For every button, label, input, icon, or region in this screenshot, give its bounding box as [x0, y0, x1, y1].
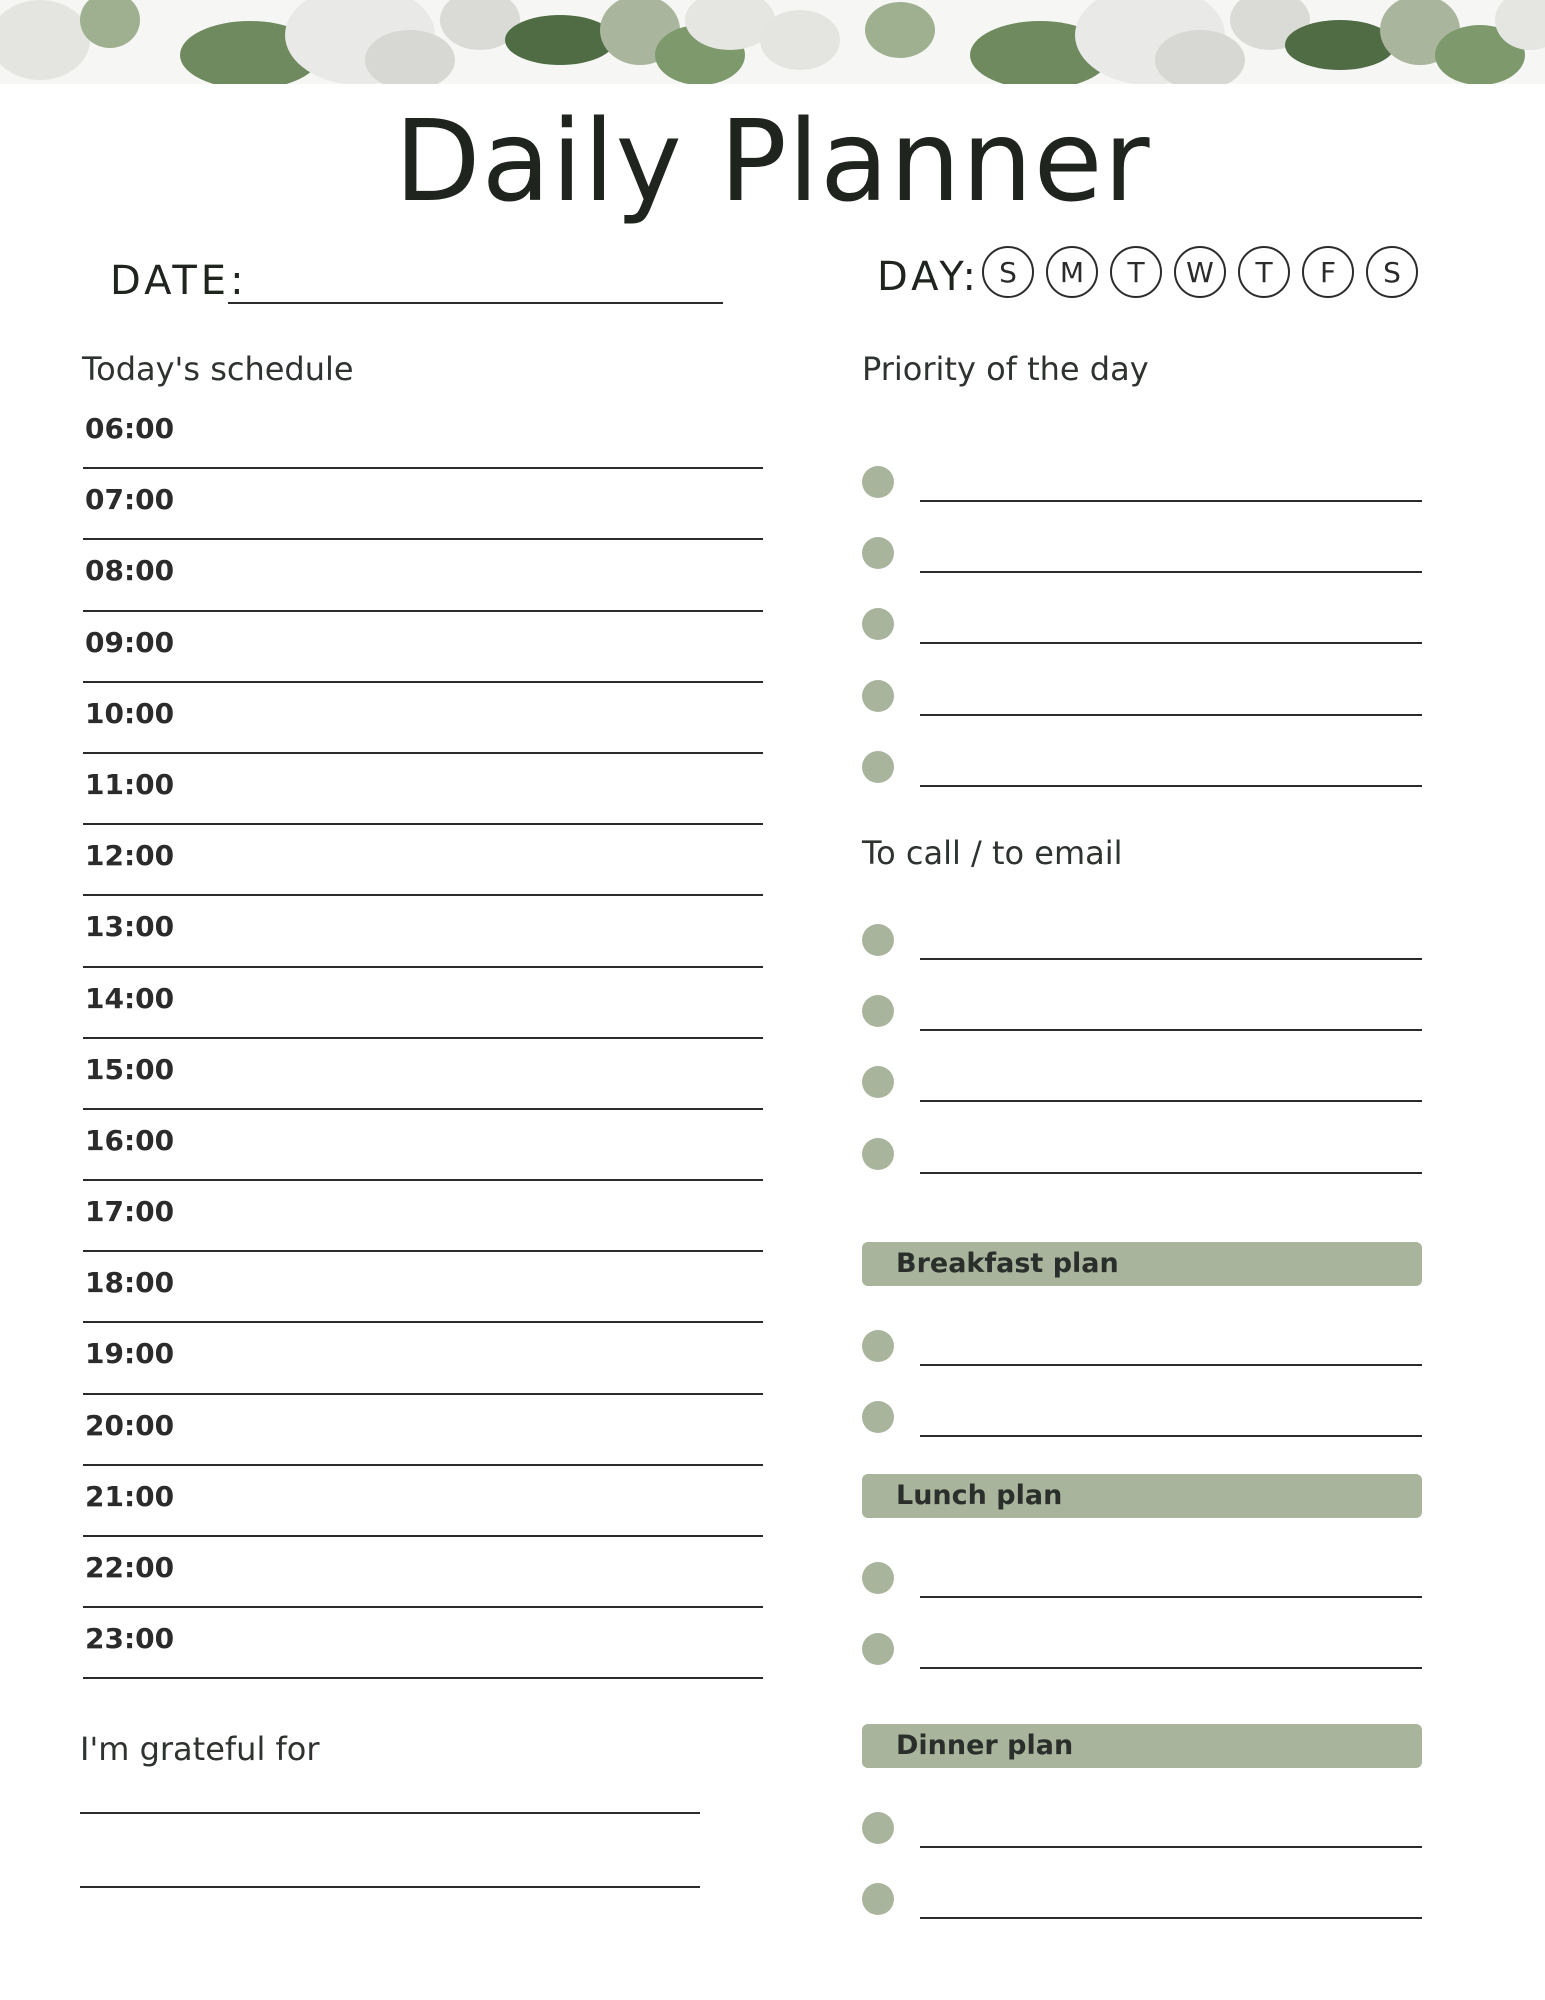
bullet-row[interactable] [860, 664, 1422, 735]
day-circle-sunday[interactable]: S [982, 246, 1034, 298]
write-line[interactable] [920, 1596, 1422, 1598]
schedule-time: 20:00 [85, 1408, 175, 1442]
to-call-title: To call / to email [862, 834, 1123, 872]
dinner-plan-header: Dinner plan [862, 1724, 1422, 1768]
green-dot-icon [862, 1633, 894, 1665]
day-circle-saturday[interactable]: S [1366, 246, 1418, 298]
schedule-row[interactable] [83, 1110, 763, 1181]
day-label: DAY: [877, 254, 980, 300]
breakfast-plan-header: Breakfast plan [862, 1242, 1422, 1286]
priority-title: Priority of the day [862, 350, 1149, 388]
schedule-row[interactable] [83, 896, 763, 967]
green-dot-icon [862, 1066, 894, 1098]
bullet-row[interactable] [860, 521, 1422, 592]
bullet-row[interactable] [860, 1385, 1422, 1456]
schedule-row[interactable] [83, 540, 763, 611]
grateful-line[interactable] [80, 1812, 700, 1814]
bullet-row[interactable] [860, 1050, 1422, 1121]
bullet-row[interactable] [860, 1546, 1422, 1617]
day-circle-thursday[interactable]: T [1238, 246, 1290, 298]
schedule-time: 13:00 [85, 910, 175, 944]
day-circle-wednesday[interactable]: W [1174, 246, 1226, 298]
schedule-time: 16:00 [85, 1123, 175, 1157]
green-dot-icon [862, 466, 894, 498]
write-line[interactable] [920, 1364, 1422, 1366]
schedule-row[interactable] [83, 1466, 763, 1537]
green-dot-icon [862, 1138, 894, 1170]
bullet-row[interactable] [860, 1314, 1422, 1385]
day-circle-friday[interactable]: F [1302, 246, 1354, 298]
schedule-time: 10:00 [85, 696, 175, 730]
bullet-row[interactable] [860, 1617, 1422, 1688]
day-selector [982, 246, 1418, 298]
floral-art-icon [0, 0, 1545, 84]
lunch-plan-header: Lunch plan [862, 1474, 1422, 1518]
green-dot-icon [862, 1883, 894, 1915]
write-line[interactable] [920, 785, 1422, 787]
green-dot-icon [862, 680, 894, 712]
schedule-row[interactable] [83, 612, 763, 683]
schedule-list [83, 398, 763, 1679]
schedule-title: Today's schedule [82, 350, 354, 388]
write-line[interactable] [920, 1435, 1422, 1437]
schedule-row[interactable] [83, 825, 763, 896]
schedule-time: 12:00 [85, 839, 175, 873]
green-dot-icon [862, 924, 894, 956]
breakfast-list [860, 1314, 1422, 1456]
schedule-row[interactable] [83, 1252, 763, 1323]
bullet-row[interactable] [860, 1867, 1422, 1938]
write-line[interactable] [920, 714, 1422, 716]
schedule-time: 23:00 [85, 1622, 175, 1656]
bullet-row[interactable] [860, 450, 1422, 521]
green-dot-icon [862, 1562, 894, 1594]
write-line[interactable] [920, 571, 1422, 573]
day-circle-tuesday[interactable]: T [1110, 246, 1162, 298]
schedule-time: 09:00 [85, 625, 175, 659]
bullet-row[interactable] [860, 1122, 1422, 1193]
green-dot-icon [862, 608, 894, 640]
green-dot-icon [862, 1330, 894, 1362]
write-line[interactable] [920, 1846, 1422, 1848]
write-line[interactable] [920, 1100, 1422, 1102]
to-call-list [860, 908, 1422, 1193]
schedule-time: 11:00 [85, 767, 175, 801]
schedule-row[interactable] [83, 1039, 763, 1110]
green-dot-icon [862, 1812, 894, 1844]
schedule-time: 18:00 [85, 1266, 175, 1300]
schedule-row[interactable] [83, 968, 763, 1039]
write-line[interactable] [920, 958, 1422, 960]
schedule-time: 08:00 [85, 554, 175, 588]
bullet-row[interactable] [860, 1796, 1422, 1867]
write-line[interactable] [920, 642, 1422, 644]
schedule-row[interactable] [83, 1395, 763, 1466]
green-dot-icon [862, 1401, 894, 1433]
schedule-time: 19:00 [85, 1337, 175, 1371]
date-label: DATE: [110, 258, 248, 304]
schedule-time: 06:00 [85, 412, 175, 445]
write-line[interactable] [920, 1917, 1422, 1919]
green-dot-icon [862, 995, 894, 1027]
priority-list [860, 450, 1422, 806]
schedule-row[interactable] [83, 754, 763, 825]
schedule-row[interactable] [83, 1323, 763, 1394]
grateful-line[interactable] [80, 1886, 700, 1888]
schedule-time: 15:00 [85, 1052, 175, 1086]
schedule-time: 22:00 [85, 1551, 175, 1584]
schedule-row[interactable] [83, 1537, 763, 1608]
schedule-row[interactable] [83, 469, 763, 540]
bullet-row[interactable] [860, 908, 1422, 979]
bullet-row[interactable] [860, 979, 1422, 1050]
day-circle-monday[interactable]: M [1046, 246, 1098, 298]
bullet-row[interactable] [860, 735, 1422, 806]
write-line[interactable] [920, 1172, 1422, 1174]
schedule-time: 21:00 [85, 1479, 175, 1513]
grateful-title: I'm grateful for [80, 1730, 320, 1768]
write-line[interactable] [920, 1667, 1422, 1669]
green-dot-icon [862, 537, 894, 569]
floral-banner [0, 0, 1545, 84]
green-dot-icon [862, 751, 894, 783]
date-field-line[interactable] [228, 302, 723, 304]
schedule-row[interactable] [83, 683, 763, 754]
schedule-time: 14:00 [85, 981, 175, 1015]
dinner-list [860, 1796, 1422, 1938]
page-title: Daily Planner [394, 97, 1151, 227]
write-line[interactable] [920, 500, 1422, 502]
lunch-list [860, 1546, 1422, 1688]
schedule-row[interactable] [83, 398, 763, 469]
bullet-row[interactable] [860, 592, 1422, 663]
schedule-row[interactable] [83, 1608, 763, 1679]
schedule-time: 07:00 [85, 483, 175, 517]
schedule-time: 17:00 [85, 1195, 175, 1229]
schedule-row[interactable] [83, 1181, 763, 1252]
write-line[interactable] [920, 1029, 1422, 1031]
